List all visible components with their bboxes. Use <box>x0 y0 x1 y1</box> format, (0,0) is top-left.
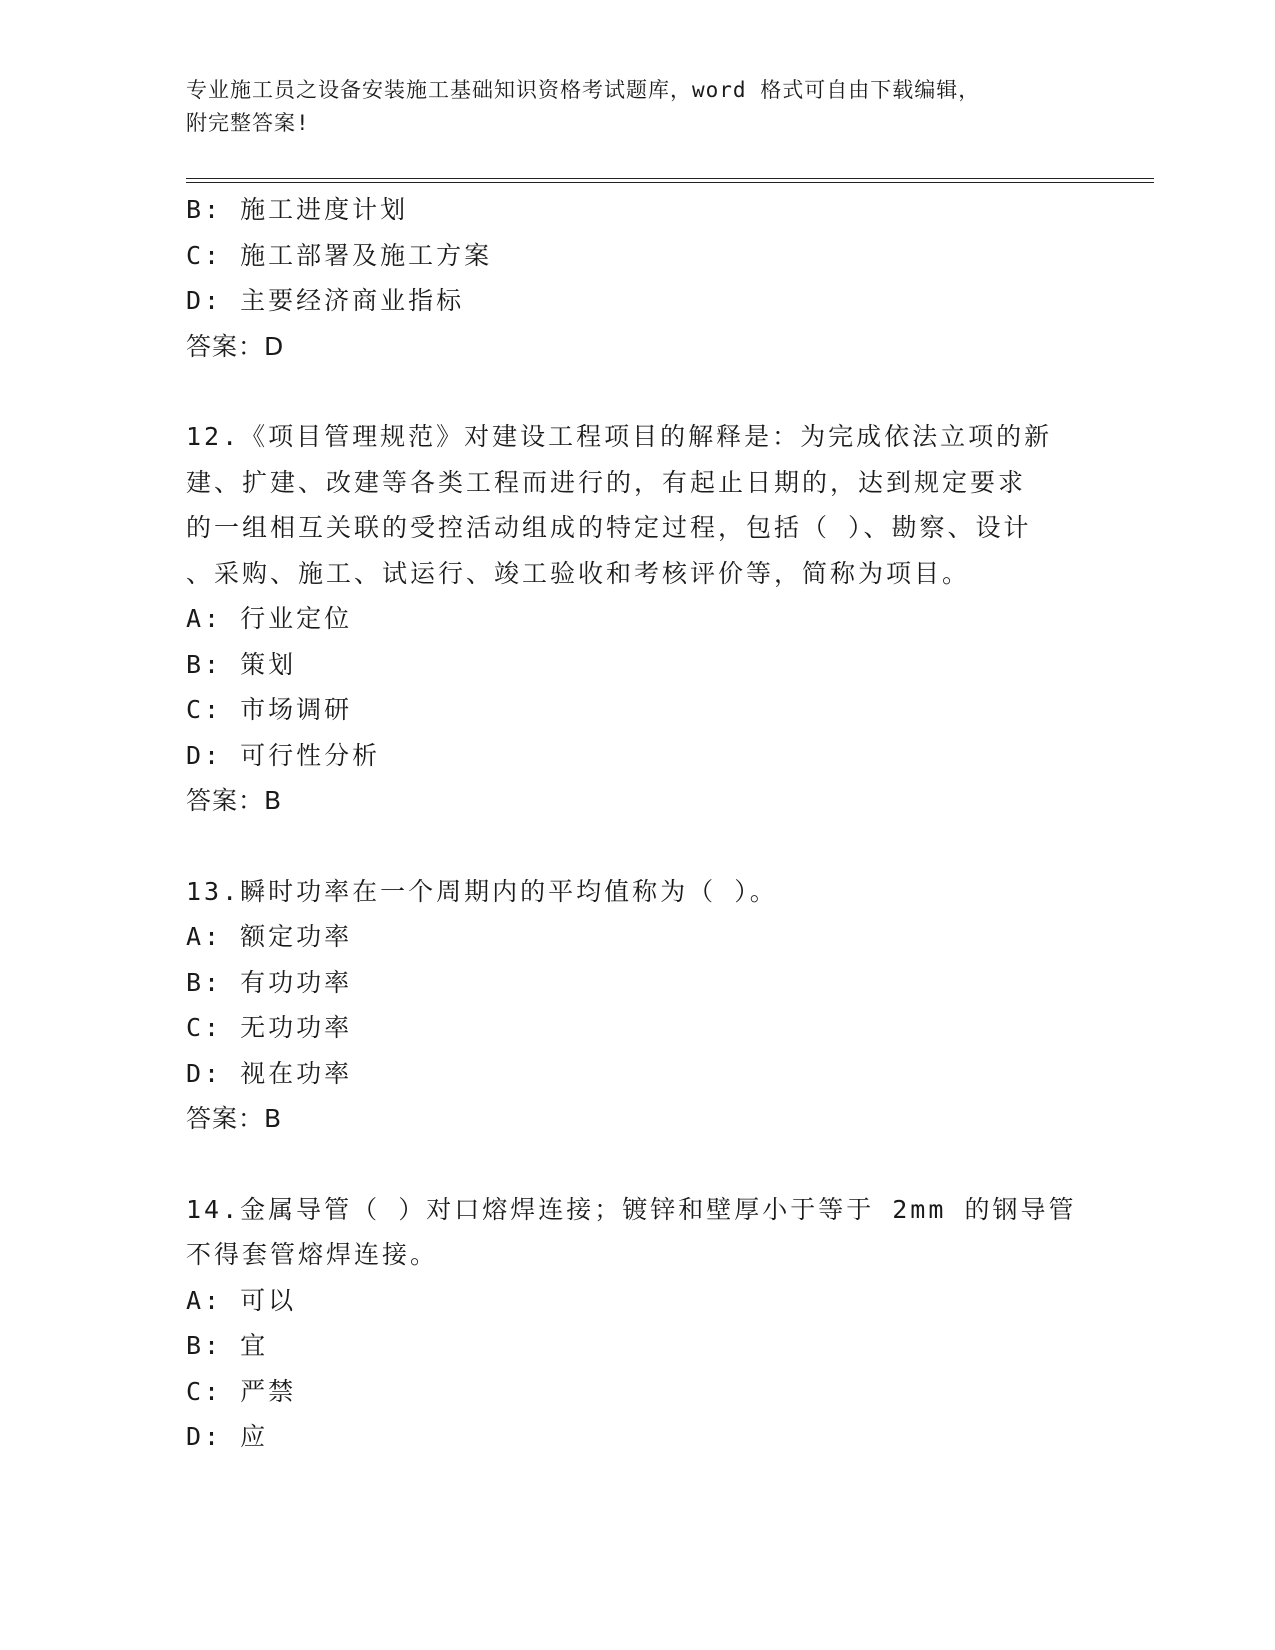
spacer <box>186 824 1086 869</box>
option-c: C: 施工部署及施工方案 <box>186 240 493 270</box>
question-13-block <box>186 869 1086 1142</box>
option-d: D: 主要经济商业指标 <box>186 286 465 315</box>
option-a: A: 额定功率 <box>186 922 353 951</box>
answer: 答案：D <box>186 331 285 361</box>
header-line-1: 专业施工员之设备安装施工基础知识资格考试题库，word 格式可自由下载编辑， <box>186 78 981 102</box>
question-text: 13.瞬时功率在一个周期内的平均值称为（ ）。 <box>186 876 778 906</box>
header-line-2: 附完整答案! <box>186 111 310 135</box>
option-a: A: 行业定位 <box>186 604 353 633</box>
option-c: C: 无功功率 <box>186 1013 353 1042</box>
option-d: D: 视在功率 <box>186 1058 353 1088</box>
option-b: B: 有功功率 <box>186 967 353 997</box>
option-c: C: 严禁 <box>186 1376 297 1406</box>
option-b: B: 施工进度计划 <box>186 195 409 224</box>
spacer <box>186 1142 1086 1187</box>
question-text: 的一组相互关联的受控活动组成的特定过程，包括（ ）、勘察、设计 <box>186 513 1032 542</box>
option-d: D: 可行性分析 <box>186 740 381 770</box>
question-text: 、采购、施工、试运行、竣工验收和考核评价等，简称为项目。 <box>186 558 971 588</box>
page-header <box>186 74 1086 140</box>
answer: 答案：B <box>186 786 283 815</box>
option-d: D: 应 <box>186 1422 269 1451</box>
option-c: C: 市场调研 <box>186 695 353 724</box>
spacer <box>186 369 1086 414</box>
question-12-block <box>186 414 1086 824</box>
question-text: 14.金属导管（ ）对口熔焊连接；镀锌和壁厚小于等于 2mm 的钢导管 <box>186 1194 1077 1224</box>
option-b: B: 策划 <box>186 649 297 679</box>
question-content <box>186 187 1086 1460</box>
question-14-block <box>186 1187 1086 1460</box>
option-b: B: 宜 <box>186 1331 269 1360</box>
question-text: 建、扩建、改建等各类工程而进行的，有起止日期的，达到规定要求 <box>186 467 1027 497</box>
question-text: 12.《项目管理规范》对建设工程项目的解释是：为完成依法立项的新 <box>186 422 1053 451</box>
header-divider <box>186 178 1154 183</box>
question-text: 不得套管熔焊连接。 <box>186 1240 439 1269</box>
prev-question-block <box>186 187 1086 369</box>
option-a: A: 可以 <box>186 1285 297 1315</box>
answer: 答案：B <box>186 1104 283 1133</box>
